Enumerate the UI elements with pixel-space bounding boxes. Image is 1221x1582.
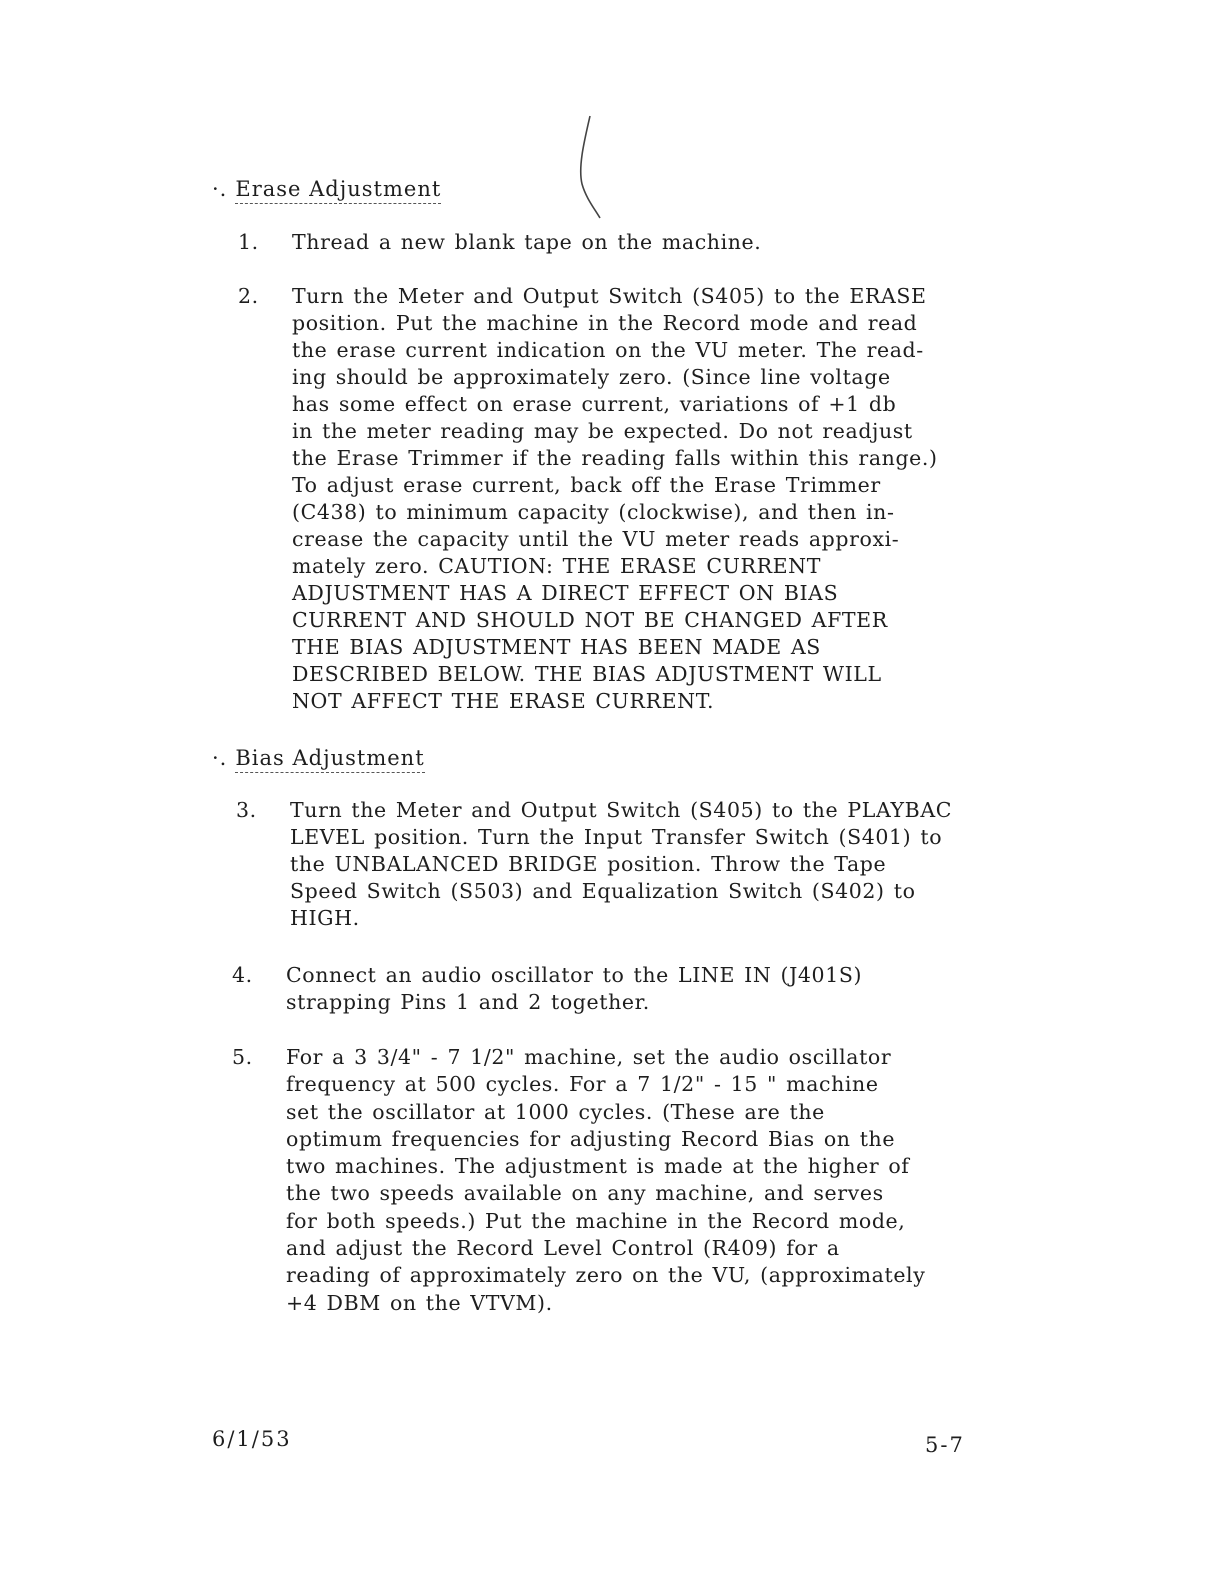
step-number: 1. bbox=[238, 230, 259, 254]
step-number: 4. bbox=[232, 963, 253, 987]
section-title: Erase Adjustment bbox=[235, 177, 441, 204]
handwritten-bracket-mark bbox=[572, 112, 632, 222]
section-title: Bias Adjustment bbox=[235, 746, 424, 773]
step-text: Turn the Meter and Output Switch (S405) to the PLAYBAC LEVEL position. Turn the Input Transfer Switch (S401) to the UNBALANCED BRIDGE position. Throw the Tape Speed Switch (S503) and Equalization Switch (S402) to HIGH. bbox=[290, 798, 953, 930]
footer-date: 6/1/53 bbox=[212, 1427, 292, 1451]
step-1 bbox=[238, 229, 761, 256]
section-heading-bias bbox=[212, 745, 425, 771]
step-3 bbox=[236, 797, 952, 932]
section-heading-erase bbox=[212, 176, 441, 202]
step-text: Turn the Meter and Output Switch (S405) to the ERASE position. Put the machine in the Record mode and read the erase current indication on the VU meter. The read- ing should be approximately zero. (Since line voltage has some effect on erase current, variations of +1 db in the meter reading may be expected. Do not readjust the Erase Trimmer if the reading falls within this range.) To adjust erase current, back off the Erase Trimmer (C438) to minimum capacity (clockwise), and then in- crease the capacity until the VU meter reads approxi- mately zero. CAUTION: THE ERASE CURRENT ADJUSTMENT HAS A DIRECT EFFECT ON BIAS CURRENT AND SHOULD NOT BE CHANGED AFTER THE BIAS ADJUSTMENT HAS BEEN MADE AS DESCRIBED BELOW. THE BIAS ADJUSTMENT WILL NOT AFFECT THE ERASE CURRENT. bbox=[292, 284, 938, 713]
step-5 bbox=[232, 1044, 925, 1317]
section-bullet: ·. bbox=[212, 746, 228, 770]
step-number: 2. bbox=[238, 284, 259, 308]
step-4 bbox=[232, 962, 862, 1016]
step-text: Connect an audio oscillator to the LINE IN (J401S) strapping Pins 1 and 2 together. bbox=[286, 963, 863, 1014]
section-bullet: ·. bbox=[212, 177, 228, 201]
step-number: 3. bbox=[236, 798, 257, 822]
step-text: Thread a new blank tape on the machine. bbox=[292, 230, 762, 254]
step-number: 5. bbox=[232, 1045, 253, 1069]
page-number: 5-7 bbox=[925, 1433, 965, 1457]
step-text: For a 3 3/4" - 7 1/2" machine, set the audio oscillator frequency at 500 cycles. For a 7 1/2" - 15 " machine set the oscillator at 1000 cycles. (These are the optimum frequencies for adjusting Record Bias on the two machines. The adjustment is made at the higher of the two speeds available on any machine, and serves for both speeds.) Put the machine in the Record mode, and adjust the Record Level Control (R409) for a reading of approximately zero on the VU, (approximately +4 DBM on the VTVM). bbox=[286, 1045, 926, 1315]
step-2 bbox=[238, 283, 938, 715]
